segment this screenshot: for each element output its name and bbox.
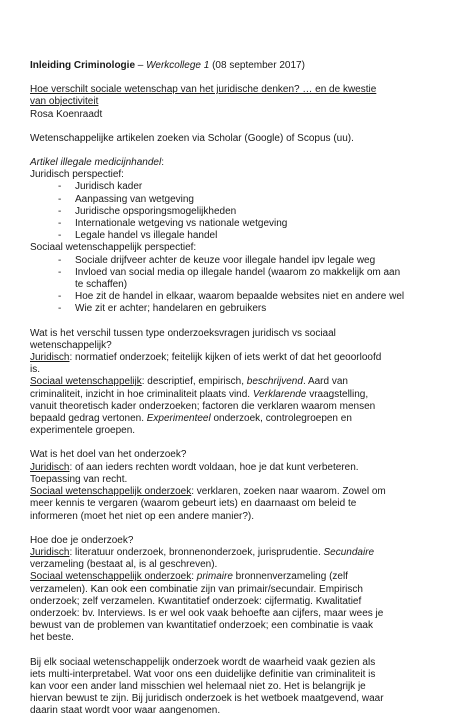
doel-juridisch	[30, 462, 450, 486]
slot-line-2: iets multi-interpretabel. Wat voor ons een duidelijke definitie van criminaliteit is	[30, 668, 376, 680]
hoe-sociaal	[30, 571, 450, 644]
sociaal-label: Sociaal wetenschappelijk onderzoek	[30, 486, 192, 498]
sociaal-line-6: het beste.	[30, 632, 74, 644]
juridisch-label: Juridisch	[30, 461, 70, 473]
sociaal-line-4-italic: Experimenteel	[146, 413, 211, 425]
sociaal-line-2: criminaliteit, inzicht in hoe criminaliteit plaats vind.	[30, 388, 253, 400]
sociaal-text: :	[191, 571, 197, 583]
doel-question: Wat is het doel van het onderzoek?	[30, 449, 187, 461]
sociaal-text-end: bronnenverzameling (zelf	[232, 571, 348, 583]
juridisch-line-2: verzameling (bestaat al, is al geschreven).	[30, 559, 218, 571]
sociaal-line-2-italic: Verklarende	[252, 388, 307, 400]
list-item: - Legale handel vs illegale handel	[30, 230, 450, 242]
list-item: - Hoe zit de handel in elkaar, waarom bepaalde websites niet en andere wel	[30, 291, 450, 303]
sociaal-list	[30, 255, 450, 316]
juridisch-text-2: Toepassing van recht.	[30, 473, 128, 485]
juridisch-label: Juridisch	[30, 352, 70, 364]
list-item: - Sociale drijfveer achter de keuze voor illegale handel ipv legale weg	[30, 255, 450, 267]
sociaal-line-3: informeren (moet het niet op een andere manier?).	[30, 510, 255, 522]
author: Rosa Koenraadt	[30, 108, 103, 120]
verschil-juridisch	[30, 352, 450, 376]
sociaal-perspectief-heading: Sociaal wetenschappelijk perspectief:	[30, 242, 197, 254]
juridisch-label: Juridisch	[30, 546, 70, 558]
juridisch-perspectief-heading: Juridisch perspectief:	[30, 169, 124, 181]
main-question-line-2: van objectiviteit	[30, 96, 99, 108]
sociaal-text: : descriptief, empirisch,	[141, 376, 247, 388]
list-item: - Juridische opsporingsmogelijkheden	[30, 206, 450, 218]
sociaal-text: : verklaren, zoeken naar waarom. Zowel om	[191, 486, 386, 498]
list-item: - Aanpassing van wetgeving	[30, 194, 450, 206]
list-item: - Internationale wetgeving vs nationale wetgeving	[30, 218, 450, 230]
hoe-question: Hoe doe je onderzoek?	[30, 534, 134, 546]
juridisch-text-italic: Secundaire	[323, 546, 375, 558]
document-page	[30, 60, 450, 718]
session-title: Werkcollege 1	[146, 60, 210, 71]
sociaal-line-3: vanuit theoretisch kader onderzoeken; factoren die verklaren waarom mensen	[30, 400, 376, 412]
session-date: (08 september 2017)	[209, 60, 305, 71]
list-item-line: Invloed van social media op illegale handel (waarom zo makkelijk om aan	[75, 266, 401, 278]
course-title: Inleiding Criminologie	[30, 60, 135, 71]
slot-line-5: daarin staat wordt voor waar aangenomen.	[30, 705, 221, 717]
slot-line-3: kan voor een ander land misschien wel helemaal niet zo. Het is belangrijk je	[30, 680, 366, 692]
slot-line-4: hiervan bewust te zijn. Bij juridisch onderzoek is het wetboek maatgevend, waar	[30, 693, 384, 705]
juridisch-text: : normatief onderzoek; feitelijk kijken of iets werkt of dat het geoorloofd	[69, 352, 382, 364]
verschil-question-1: Wat is het verschil tussen type onderzoeksvragen juridisch vs sociaal	[30, 327, 336, 339]
juridisch-text: : of aan ieders rechten wordt voldaan, hoe je dat kunt verbeteren.	[69, 461, 359, 473]
sociaal-line-2-end: vraagstelling,	[306, 388, 369, 400]
sociaal-line-4: bepaald gedrag vertonen.	[30, 413, 147, 425]
artikel-heading-text: Artikel illegale medicijnhandel	[30, 157, 162, 169]
verschil-question-2: wetenschappelijk?	[30, 339, 112, 351]
sociaal-line-5: bewust van de problemen van kwantitatief onderzoek; een combinatie is vaak	[30, 620, 373, 632]
title-separator: –	[135, 60, 147, 71]
juridisch-list	[30, 181, 450, 242]
juridisch-text-2: is.	[30, 364, 40, 376]
verschil-sociaal	[30, 376, 450, 437]
main-question-line-1: Hoe verschilt sociale wetenschap van het juridische denken? … en de kwestie	[30, 84, 377, 96]
artikel-heading-colon: :	[161, 157, 164, 169]
sociaal-line-4: onderzoek: bv. Interviews. Is er wel ook vaak behoefte aan cijfers, maar wees je	[30, 607, 384, 619]
sociaal-text-italic: beschrijvend	[246, 376, 303, 388]
sociaal-label: Sociaal wetenschappelijk	[30, 376, 142, 388]
list-item: - Juridisch kader	[30, 181, 450, 193]
sociaal-text-end: . Aard van	[302, 376, 348, 388]
slot-line-1: Bij elk sociaal wetenschappelijk onderzoek wordt de waarheid vaak gezien als	[30, 656, 376, 668]
doel-sociaal	[30, 486, 450, 523]
artikel-heading	[30, 157, 450, 169]
sociaal-text-italic: primaire	[196, 571, 233, 583]
sociaal-line-4-end: onderzoek, controlegroepen en	[210, 413, 352, 425]
sociaal-line-3: onderzoek; zelf verzamelen. Kwantitatief onderzoek: cijfermatig. Kwalitatief	[30, 595, 362, 607]
sociaal-line-2: verzamelen). Kan ook een combinatie zijn van primair/secundair. Empirisch	[30, 583, 363, 595]
document-title	[30, 60, 450, 72]
sociaal-label: Sociaal wetenschappelijk onderzoek	[30, 571, 192, 583]
list-item-line: te schaffen)	[75, 279, 128, 291]
sociaal-line-5: experimentele groepen.	[30, 425, 136, 437]
intro-text: Wetenschappelijke artikelen zoeken via Scholar (Google) of Scopus (uu).	[30, 132, 354, 144]
hoe-juridisch	[30, 547, 450, 571]
sociaal-line-2: meer kennis te vergaren (waarom gebeurt iets) en daarnaast om beleid te	[30, 498, 357, 510]
slot-paragraph	[30, 657, 450, 718]
list-item: - Wie zit er achter; handelaren en gebruikers	[30, 303, 450, 315]
list-item	[30, 267, 450, 291]
juridisch-text: : literatuur onderzoek, bronnenonderzoek, jurisprudentie.	[69, 546, 324, 558]
